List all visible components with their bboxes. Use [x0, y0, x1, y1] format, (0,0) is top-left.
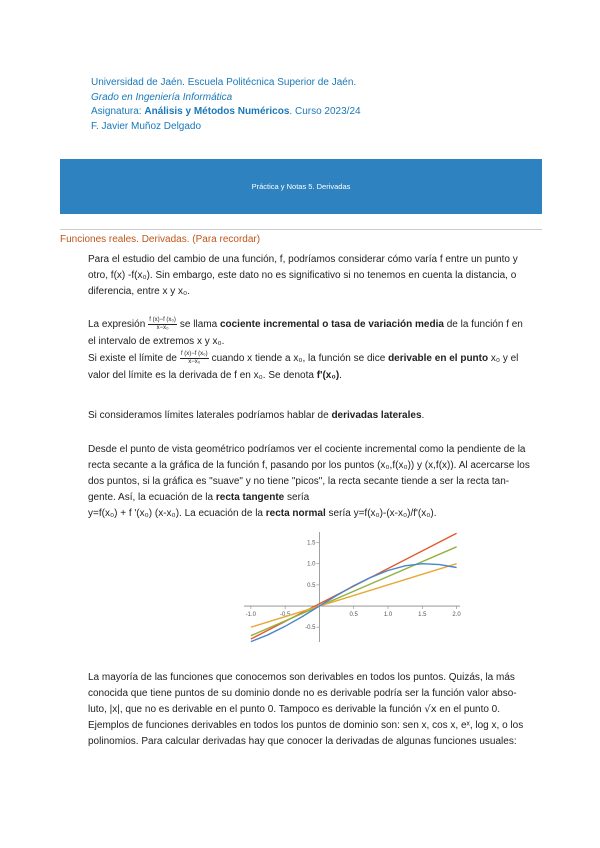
- fraction-numerator: f (x)−f (x₀): [180, 350, 208, 357]
- text-span: .: [339, 370, 342, 381]
- text-line: [88, 506, 544, 522]
- y-tick-label: 1.0: [307, 561, 316, 568]
- x-tick-label: 1.0: [383, 612, 393, 619]
- text-line: Desde el punto de vista geométrico podríamos ver el cociente incremental como la pendiente de la: [88, 444, 526, 455]
- x-tick-label: 2.0: [452, 612, 461, 619]
- subject-suffix: . Curso 2023/24: [289, 106, 361, 117]
- text-span: gente. Así, la ecuación de la: [88, 492, 216, 503]
- x-tick-label: -0.5: [279, 612, 291, 619]
- text-span: Si existe el límite de: [88, 353, 177, 364]
- x-tick-label: 0.5: [349, 612, 358, 619]
- university-line: Universidad de Jaén. Escuela Politécnica Superior de Jaén.: [91, 77, 357, 88]
- text-span: valor del límite es la derivada de f en x₀. Se denota: [88, 370, 317, 381]
- section-divider: [60, 229, 542, 230]
- text-span: .: [421, 410, 425, 421]
- text-line: [88, 350, 544, 368]
- fraction: [180, 351, 209, 366]
- text-line: [88, 316, 544, 334]
- text-line: Ejemplos de funciones derivables en todos los puntos de dominio son: sen x, cos x, eˣ, log x, o los: [88, 720, 524, 731]
- y-tick-label: 1.5: [307, 540, 316, 547]
- bold-term: derivable en el punto: [388, 353, 489, 364]
- text-line: [88, 368, 544, 384]
- text-line: polinomios. Para calcular derivadas hay que conocer la derivadas de algunas funciones usuales:: [88, 736, 517, 747]
- paragraph-non-derivable: [88, 670, 544, 750]
- text-line: La mayoría de las funciones que conocemos son derivables en todos los puntos. Quizás, la más: [88, 672, 515, 683]
- paragraph-incremental-quotient: [88, 316, 544, 384]
- series-line-2: [251, 547, 457, 636]
- text-line: diferencia, entre x y x₀.: [88, 286, 190, 297]
- fraction-denominator: x−x₀: [156, 324, 169, 331]
- degree-line: Grado en Ingeniería Informática: [91, 91, 233, 103]
- x-tick-label: 1.5: [418, 612, 427, 619]
- fraction-denominator: x−x₀: [188, 358, 201, 365]
- text-span: en el punto 0.: [436, 704, 501, 715]
- bold-term: recta normal: [265, 508, 326, 519]
- bold-term: f'(x₀): [316, 370, 340, 381]
- text-span: y=f(x₀) + f '(x₀) (x-x₀). La ecuación de la: [88, 508, 266, 519]
- bold-term: derivadas laterales: [331, 410, 422, 421]
- paragraph-geometric: [88, 442, 544, 522]
- x-tick-label: -1.0: [245, 612, 257, 619]
- fraction-numerator: f (x)−f (x₀): [149, 316, 176, 323]
- y-tick-label: 0.5: [307, 582, 316, 589]
- title-banner: [60, 159, 542, 214]
- text-span: se llama: [179, 319, 220, 330]
- subject-line: [91, 105, 361, 120]
- text-line: dos puntos, si la gráfica es "suave" y no tiene "picos", la recta secante tiende a ser la recta tan-: [88, 476, 510, 487]
- bold-term: recta tangente: [215, 492, 285, 503]
- text-line: [88, 702, 544, 718]
- text-span: La expresión: [88, 319, 146, 330]
- text-line: [88, 408, 544, 424]
- fraction: [148, 317, 177, 332]
- document-header: [91, 76, 361, 134]
- y-tick-label: -0.5: [305, 625, 316, 632]
- text-line: el intervalo de extremos x y x₀.: [88, 336, 225, 347]
- text-line: otro, f(x) -f(x₀). Sin embargo, este dato no es significativo si no tenemos en cuenta la distancia, o: [88, 270, 517, 281]
- text-span: x₀ y el: [488, 353, 519, 364]
- text-span: sería: [284, 492, 310, 503]
- text-line: Para el estudio del cambio de una función, f, podríamos considerar cómo varía f entre un punto y: [88, 254, 518, 265]
- section-title: Funciones reales. Derivadas. (Para recordar): [60, 234, 261, 245]
- text-span: sería y=f(x₀)-(x-x₀)/f'(x₀).: [325, 508, 437, 519]
- subject-prefix: Asignatura:: [91, 106, 145, 117]
- text-span: de la función f en: [443, 319, 523, 330]
- text-line: recta secante a la gráfica de la función f, pasando por los puntos (x₀,f(x₀)) y (x,f(x)). Al acercarse los: [88, 460, 530, 471]
- banner-title: Práctica y Notas 5. Derivadas: [251, 182, 351, 191]
- paragraph-intro: [88, 252, 544, 300]
- text-span: cuando x tiende a x₀, la función se dice: [211, 353, 389, 364]
- tangent-lines-chart: [240, 528, 464, 646]
- sqrt-expression: √x: [424, 704, 437, 715]
- text-line: [88, 490, 544, 506]
- bold-term: cociente incremental o tasa de variación media: [219, 319, 444, 330]
- author-line: F. Javier Muñoz Delgado: [91, 120, 202, 132]
- text-span: Si consideramos límites laterales podríamos hablar de: [88, 410, 332, 421]
- paragraph-lateral-derivatives: [88, 408, 544, 424]
- text-span: luto, |x|, que no es derivable en el punto 0. Tampoco es derivable la función: [88, 704, 425, 715]
- subject-name: Análisis y Métodos Numéricos: [144, 106, 290, 117]
- series-line-4: [251, 561, 457, 642]
- text-line: conocida que tiene puntos de su dominio donde no es derivable podría ser la función valor abso-: [88, 688, 517, 699]
